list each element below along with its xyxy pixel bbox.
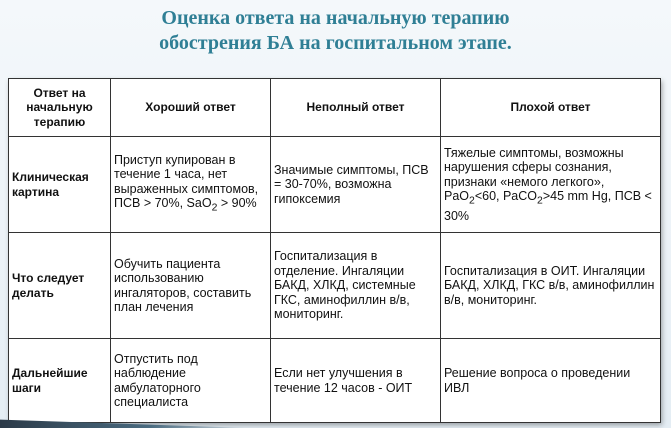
cell-next-partial: Если нет улучшения в течение 12 часов - ОИТ <box>271 339 441 423</box>
response-assessment-table-container <box>8 78 660 422</box>
table-row <box>9 137 661 233</box>
header-corner: Ответ на начальную терапию <box>9 79 111 137</box>
title-line-2: обострения БА на госпитальном этапе. <box>159 32 512 54</box>
cell-action-good: Обучить пациента использованию ингаляторов, составить план лечения <box>111 233 271 339</box>
cell-clinical-poor: Тяжелые симптомы, возможны нарушения сферы сознания, признаки «немого легкого», PaO$_2$<60, PaCO$_2$>45 mm Hg, ПСВ < 30% <box>441 137 661 233</box>
table-header-row <box>9 79 661 137</box>
header-partial-response: Неполный ответ <box>271 79 441 137</box>
header-good-response: Хороший ответ <box>111 79 271 137</box>
title-line-1: Оценка ответа на начальную терапию <box>161 7 510 29</box>
header-poor-response: Плохой ответ <box>441 79 661 137</box>
page-title <box>0 6 671 56</box>
row-label-what-to-do: Что следует делать <box>9 233 111 339</box>
row-label-next-steps: Дальнейшие шаги <box>9 339 111 423</box>
table-row <box>9 233 661 339</box>
cell-next-poor: Решение вопроса о проведении ИВЛ <box>441 339 661 423</box>
cell-next-good: Отпустить под наблюдение амбулаторного специалиста <box>111 339 271 423</box>
row-label-clinical-picture: Клиническая картина <box>9 137 111 233</box>
response-assessment-table <box>8 78 661 423</box>
cell-action-poor: Госпитализация в ОИТ. Ингаляции БАКД, ХЛКД, ГКС в/в, аминофиллин в/в, мониторинг. <box>441 233 661 339</box>
cell-clinical-good: Приступ купирован в течение 1 часа, нет выраженных симптомов, ПСВ > 70%, SaO$_2$ > 90% <box>111 137 271 233</box>
table-row <box>9 339 661 423</box>
cell-clinical-partial: Значимые симптомы, ПСВ = 30-70%, возможна гипоксемия <box>271 137 441 233</box>
cell-action-partial: Госпитализация в отделение. Ингаляции БАКД, ХЛКД, системные ГКС, аминофиллин в/в, мониторинг. <box>271 233 441 339</box>
